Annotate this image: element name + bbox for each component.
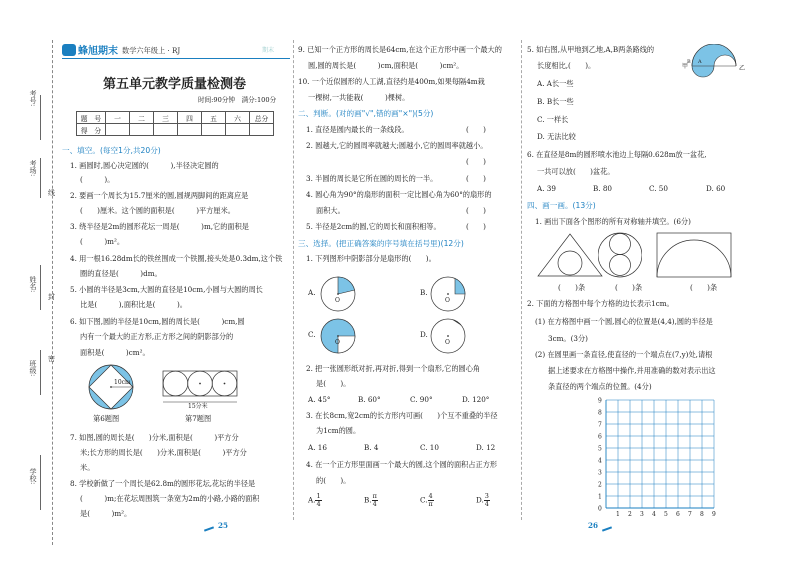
grid-y-tick: 9 <box>598 397 602 405</box>
question-line: 一棵树,一共能栽( )棵树。 <box>308 93 410 102</box>
score-cell: 得 分 <box>77 124 106 136</box>
choice-letter: D. <box>420 330 428 339</box>
brand-bee-icon <box>62 42 122 58</box>
side-underline <box>40 265 41 310</box>
option[interactable]: D. $\frac{3}{4}$ <box>476 492 489 508</box>
side-underline <box>40 158 41 198</box>
side-seal-mark: 封 <box>48 293 55 301</box>
question-line: 10. 一个近似圆形的人工湖,直径约是400m,如果每隔4m栽 <box>298 77 485 86</box>
grid-x-tick: 7 <box>688 511 692 518</box>
question-line: 长度相比,( )。 <box>537 61 596 70</box>
score-cell: 三 <box>154 112 178 124</box>
page-number-left: 25 <box>218 521 229 530</box>
question-line: 米;长方形的周长是( )分米,面积是( )平方分 <box>80 448 247 457</box>
score-cell: 总分 <box>250 112 274 124</box>
choice-d-figure[interactable] <box>428 316 468 356</box>
grid-y-tick: 5 <box>598 445 602 453</box>
column-divider <box>293 40 294 520</box>
section-fill-blank: 一、填空。(每空1分,共20分) <box>62 146 161 155</box>
grid-x-tick: 2 <box>628 511 632 518</box>
option[interactable]: A. A长一些 <box>537 79 574 88</box>
side-school: 学校: <box>29 468 37 485</box>
semicircle-rect-figure[interactable] <box>656 232 732 278</box>
judge-item: 1. 直径是圆内最长的一条线段。 <box>306 125 409 134</box>
option[interactable]: D. 60 <box>706 184 726 193</box>
page-title: 第五单元教学质量检测卷 <box>103 77 247 92</box>
brand-name: 蜂旭期末 <box>78 46 118 57</box>
question-line: ( )m²。 <box>80 237 125 246</box>
axis-count: ( )条 <box>690 283 718 292</box>
question-line: 圈的直径是( )dm。 <box>80 269 162 278</box>
question-line: 2. 下面的方格图中每个方格的边长表示1cm。 <box>527 299 674 308</box>
score-cell: 四 <box>178 112 202 124</box>
score-input[interactable] <box>226 124 250 136</box>
grid-x-tick: 5 <box>664 511 668 518</box>
option[interactable]: A. 45° <box>308 395 331 404</box>
question-line: 为1cm的圆。 <box>316 426 361 435</box>
page-divider <box>521 40 522 520</box>
judge-answer[interactable]: ( ) <box>466 206 486 215</box>
figure-7-rect-circles <box>162 370 242 410</box>
route-label: 甲 <box>682 63 689 70</box>
judge-item: 2. 圆越大,它的圆周率就越大;圆越小,它的圆周率就越小。 <box>306 141 488 150</box>
route-label: 乙 <box>739 65 746 72</box>
score-input[interactable] <box>202 124 226 136</box>
grid-x-tick: 4 <box>652 511 656 518</box>
question-line: (2) 在圆里画一条直径,使直径的一个端点在(7,y)处,请根 <box>535 350 713 359</box>
section-draw: 四、画一画。(13分) <box>527 201 596 210</box>
side-underline <box>40 455 41 510</box>
question-line: ( )m;在花坛周围筑一条宽为2m的小路,小路的面积 <box>80 494 260 503</box>
center-label: O <box>335 339 340 346</box>
judge-answer[interactable]: ( ) <box>466 222 486 231</box>
header-logo <box>62 42 122 58</box>
question-line: 8. 学校新做了一个周长是62.8m的圆形花坛,花坛的半径是 <box>70 479 256 488</box>
grid-y-tick: 3 <box>598 469 602 477</box>
question-line: (1) 在方格图中画一个圆,圆心的位置是(4,4),圆的半径是 <box>535 317 713 326</box>
question-line: 比是( ),面积比是( )。 <box>80 300 187 309</box>
grid-x-tick: 9 <box>712 511 716 518</box>
question-line: 一共可以放( )盆花。 <box>537 167 615 176</box>
figure-6-caption: 第6题图 <box>93 414 120 423</box>
grid-x-tick: 3 <box>640 511 644 518</box>
grid-y-tick: 4 <box>598 457 602 465</box>
header-rule <box>62 58 290 59</box>
question-line: 面积是( )cm²。 <box>80 348 150 357</box>
question-line: 是( )m²。 <box>80 509 132 518</box>
section-choose: 三、选择。(把正确答案的序号填在括号里)(12分) <box>298 239 464 248</box>
choice-a-figure[interactable] <box>318 274 358 314</box>
judge-answer[interactable]: ( ) <box>466 125 486 134</box>
judge-item: 5. 半径是2cm的圆,它的周长和面积相等。 <box>306 222 441 231</box>
score-input[interactable] <box>250 124 274 136</box>
option[interactable]: C. 10 <box>420 443 439 452</box>
grid-y-tick: 8 <box>598 409 602 417</box>
question-line: 内有一个最大的正方形,正方形之间的阴影部分的 <box>80 332 234 341</box>
score-cell: 五 <box>202 112 226 124</box>
judge-item: 3. 半圆的周长是它所在圆的周长的一半。 <box>306 174 438 183</box>
question-line: ( )厘米。这个圆的面积是( )平方厘米。 <box>80 206 235 215</box>
side-line-mark: 线 <box>48 189 55 197</box>
score-cell: 二 <box>130 112 154 124</box>
question-line: 条直径的两个端点的位置。(4分) <box>548 382 652 391</box>
center-label: O <box>445 339 450 346</box>
question-line: 据上述要求在方格图中操作,并用准确的数对表示出这 <box>548 366 716 375</box>
axis-count: ( )条 <box>558 283 586 292</box>
judge-answer[interactable]: ( ) <box>466 157 486 166</box>
question-line: 3. 在长8cm,宽2cm的长方形内可画( )个互不重叠的半径 <box>306 411 498 420</box>
page-number-right: 26 <box>588 521 599 530</box>
grid-y-tick: 1 <box>598 493 602 501</box>
center-label: O <box>335 297 340 304</box>
figure-6-radius: 10cm <box>114 379 131 386</box>
score-value-row <box>77 124 274 136</box>
exam-meta: 时间:90分钟 满分:100分 <box>198 96 277 104</box>
route-label: B <box>687 59 691 65</box>
score-cell: 一 <box>106 112 130 124</box>
question-line: 3cm。(3分) <box>548 334 588 343</box>
option[interactable]: C. 50 <box>649 184 668 193</box>
side-seal2-mark: 密 <box>48 355 55 363</box>
question-line: 6. 如下图,圆的半径是10cm,圆的周长是( )cm,圆 <box>70 317 245 326</box>
question-line: 9. 已知一个正方形的周长是64cm,在这个正方形中画一个最大的 <box>298 45 502 54</box>
option[interactable]: A. $\frac{1}{4}$ <box>308 492 321 508</box>
coordinate-grid[interactable] <box>592 395 722 520</box>
grade-label: 数学六年级上 · RJ <box>122 46 181 55</box>
option[interactable]: B. 4 <box>364 443 379 452</box>
figure-7-caption: 第7题图 <box>185 414 212 423</box>
option[interactable]: B. $\frac{\pi}{4}$ <box>364 492 377 508</box>
page-number-deco <box>204 526 214 531</box>
option[interactable]: B. 80 <box>593 184 612 193</box>
side-room: 考场: <box>29 160 37 177</box>
side-exam-no: 考号: <box>29 90 37 107</box>
route-figure <box>680 44 750 88</box>
grid-y-tick: 0 <box>598 505 602 513</box>
grid-x-tick: 8 <box>700 511 704 518</box>
question-line: 7. 如图,圆的周长是( )分米,面积是( )平方分 <box>70 433 239 442</box>
question-line: 4. 在一个正方形里面画一个最大的圆,这个圆的面积占正方形 <box>306 460 498 469</box>
option[interactable]: A. 16 <box>308 443 327 452</box>
score-input[interactable] <box>154 124 178 136</box>
score-cell: 六 <box>226 112 250 124</box>
option[interactable]: D. 120° <box>462 395 490 404</box>
option[interactable]: A. 39 <box>537 184 556 193</box>
question-line: 米。 <box>80 463 95 472</box>
triangle-circle-figure[interactable] <box>535 232 605 280</box>
choice-b-figure[interactable] <box>428 274 468 314</box>
option[interactable]: C. 90° <box>410 395 433 404</box>
question-line: 圆,圆的周长是( )cm,面积是( )cm²。 <box>308 61 464 70</box>
choice-letter: A. <box>308 288 316 297</box>
page-number-deco <box>602 526 612 531</box>
side-underline <box>40 95 41 140</box>
score-cell: 题 号 <box>77 112 106 124</box>
grid-y-tick: 7 <box>598 421 602 429</box>
choice-letter: C. <box>308 330 316 339</box>
score-input[interactable] <box>178 124 202 136</box>
question-line: 1. 画出下面各个图形的所有对称轴并填空。(6分) <box>535 217 691 226</box>
section-judge: 二、判断。(对的画"√",错的画"×")(5分) <box>298 109 434 118</box>
score-header-row <box>77 112 274 124</box>
question-line: 6. 在直径是8m的圆形喷水池边上每隔0.628m放一盆花, <box>527 150 707 159</box>
score-table <box>76 111 274 136</box>
question-line: 的( )。 <box>316 476 351 485</box>
option[interactable]: C. $\frac{4}{\pi}$ <box>420 492 433 508</box>
judge-answer[interactable]: ( ) <box>466 174 486 183</box>
question-line: 5. 小圆的半径是3cm,大圆的直径是10cm,小圆与大圆的周长 <box>70 285 263 294</box>
figure-7-length: 15分米 <box>188 403 208 410</box>
grid-x-tick: 6 <box>676 511 680 518</box>
choice-letter: B. <box>420 288 428 297</box>
question-line: 1. 画圆时,圆心决定圆的( ),半径决定圆的 <box>70 161 219 170</box>
score-input[interactable] <box>130 124 154 136</box>
question-line: ( )。 <box>80 175 115 184</box>
option[interactable]: B. 60° <box>358 395 381 404</box>
question-line: 2. 把一张圆形纸对折,再对折,得到一个扇形,它的圆心角 <box>306 364 481 373</box>
grid-y-tick: 2 <box>598 481 602 489</box>
grid-x-tick: 1 <box>616 511 620 518</box>
option[interactable]: B. B长一些 <box>537 97 574 106</box>
figure-6-circle-square <box>86 362 136 412</box>
judge-item: 面积大。 <box>316 206 345 215</box>
option[interactable]: D. 12 <box>476 443 496 452</box>
option[interactable]: C. 一样长 <box>537 115 569 124</box>
score-input[interactable] <box>106 124 130 136</box>
question-line: 是( )。 <box>316 379 351 388</box>
header-tag: 期末 <box>262 47 275 54</box>
double-circle-figure[interactable] <box>598 230 642 280</box>
question-line: 1. 下列图形中阴影部分是扇形的( )。 <box>306 254 436 263</box>
side-underline <box>40 350 41 395</box>
route-label: A <box>698 59 702 65</box>
question-line: 4. 用一根16.28dm长的铁丝围成一个铁圈,接头处是0.3dm,这个铁 <box>70 254 283 263</box>
judge-item: 4. 圆心角为90°的扇形的面积一定比圆心角为60°的扇形的 <box>306 190 492 199</box>
center-label: O <box>445 297 450 304</box>
question-line: 2. 要画一个周长为15.7厘米的圆,圆规两脚间的距离应是 <box>70 191 249 200</box>
grid-y-tick: 6 <box>598 433 602 441</box>
question-line: 3. 绕半径是2m的圆形花坛一周是( )m,它的面积是 <box>70 222 249 231</box>
question-line: 5. 如右图,从甲地到乙地,A,B两条路线的 <box>527 45 655 54</box>
axis-count: ( )条 <box>615 283 643 292</box>
option[interactable]: D. 无法比较 <box>537 132 576 141</box>
side-name: 姓名: <box>29 276 37 293</box>
choice-c-figure[interactable] <box>318 316 358 356</box>
side-class: 班级: <box>29 360 37 377</box>
